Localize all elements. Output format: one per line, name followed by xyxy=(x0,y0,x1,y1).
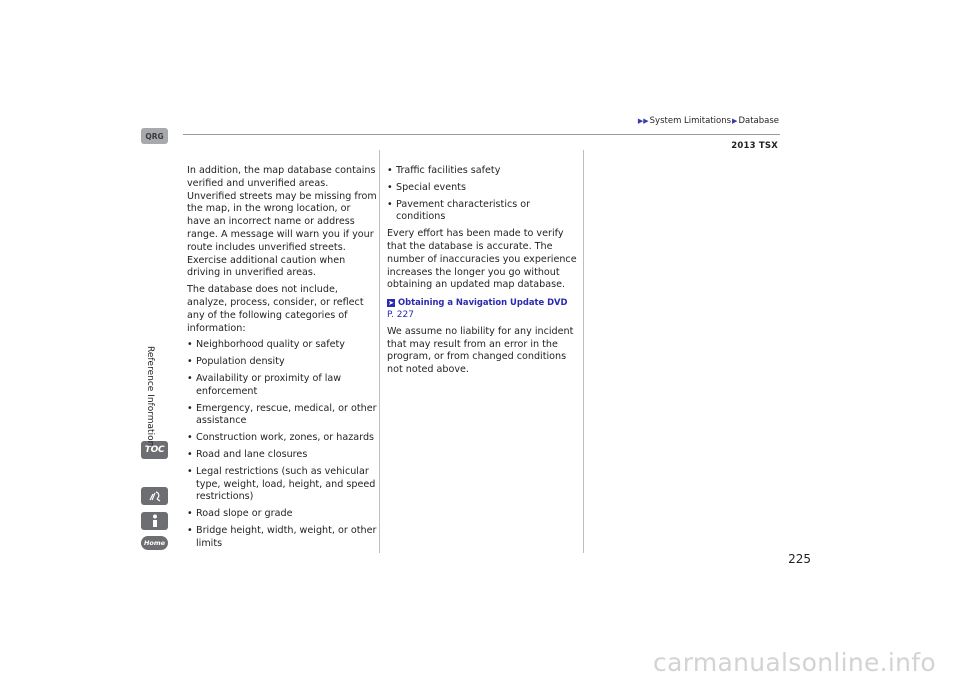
breadcrumb-section: System Limitations xyxy=(649,116,732,126)
list-item: • Availability or proximity of law enforcement xyxy=(187,373,377,399)
list-item: • Construction work, zones, or hazards xyxy=(187,432,377,445)
list-item: • Special events xyxy=(387,182,579,195)
header-rule xyxy=(183,134,780,135)
list-item: • Pavement characteristics or conditions xyxy=(387,199,579,225)
reference-arrow-icon: ➤ xyxy=(388,299,394,308)
model-label: 2013 TSX xyxy=(731,141,778,151)
list-item: • Legal restrictions (such as vehicular type, weight, load, height, and speed restrictions) xyxy=(187,466,377,504)
paragraph: We assume no liability for any incident that may result from an error in the program, or from changed conditions not noted above. xyxy=(387,325,574,376)
triangle-right-icon: ▶▶ xyxy=(637,117,649,125)
info-tab[interactable] xyxy=(141,512,168,530)
cross-reference-page[interactable]: P. 227 xyxy=(387,309,414,320)
cross-reference-title: Obtaining a Navigation Update DVD xyxy=(398,297,568,308)
info-category-list xyxy=(387,165,579,224)
paragraph: The database does not include, analyze, process, consider, or reflect any of the following categories of information: xyxy=(187,284,364,334)
column-divider xyxy=(583,150,584,553)
breadcrumb-page: Database xyxy=(738,116,779,126)
cross-reference-link[interactable] xyxy=(387,296,579,309)
list-item: • Traffic facilities safety xyxy=(387,165,579,178)
page-number: 225 xyxy=(788,552,811,566)
right-column xyxy=(387,165,579,381)
list-item: • Neighborhood quality or safety xyxy=(187,339,377,352)
column-divider xyxy=(379,150,380,553)
list-item: • Emergency, rescue, medical, or other assistance xyxy=(187,403,377,429)
info-icon xyxy=(150,514,160,528)
watermark: carmanualsonline.info xyxy=(653,648,936,677)
paragraph: In addition, the map database contains verified and unverified areas. Unverified streets may be missing from the map, in the wrong location, or have an incorrect name or address range. A message will warn you if your route includes unverified streets. Exercise additional caution when driving in unverified areas. xyxy=(187,165,377,279)
list-item: • Bridge height, width, weight, or other limits xyxy=(187,525,377,551)
qrg-tab[interactable]: QRG xyxy=(141,128,168,144)
home-tab[interactable]: Home xyxy=(141,536,168,550)
info-category-list xyxy=(187,339,377,550)
list-item: • Road and lane closures xyxy=(187,449,377,462)
toc-tab[interactable]: TOC xyxy=(141,441,168,459)
list-item: • Population density xyxy=(187,356,377,369)
breadcrumb xyxy=(637,116,779,126)
triangle-right-icon: ▶ xyxy=(732,117,738,125)
list-item: • Road slope or grade xyxy=(187,508,377,521)
left-column xyxy=(187,165,377,555)
paragraph: Every effort has been made to verify that the database is accurate. The number of inaccuracies you experience increases the longer you go without obtaining an updated map database. xyxy=(387,228,577,291)
side-section-label: Reference Information xyxy=(145,346,155,447)
